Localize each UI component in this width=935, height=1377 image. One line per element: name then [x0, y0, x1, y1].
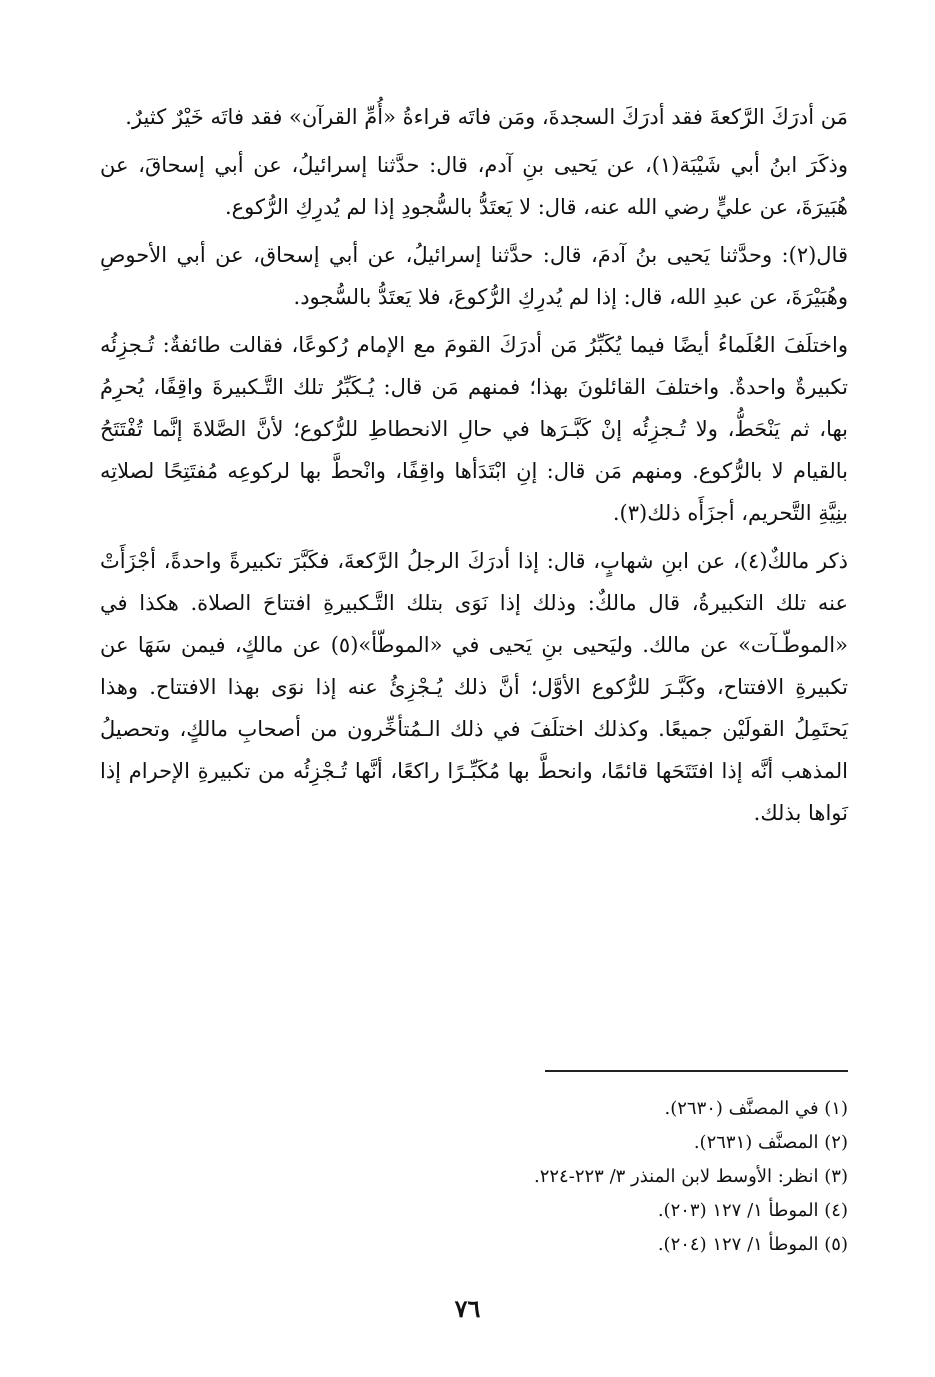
footnote: (٣) انظر: الأوسط لابن المنذر ٣/ ٢٢٣-٢٢٤. [533, 1166, 848, 1187]
paragraph: قال(٢): وحدَّثنا يَحيى بنُ آدمَ، قال: حدَّثنا إسرائيلُ، عن أبي إسحاق، عن أبي الأحوصِ وهُبَيْرَةَ، عن عبدِ الله، قال: إذا لم يُدرِكِ الرُّكوعَ، فلا يَعتَدُّ بالسُّجود. [100, 243, 848, 309]
paragraph: وذكَرَ ابنُ أبي شَيْبَة(١)، عن يَحيى بنِ آدم، قال: حدَّثنا إسرائيلُ، عن أبي إسحاقَ، عن هُبَيرَةَ، عن عليٍّ رضي الله عنه، قال: لا يَعتَدُّ بالسُّجودِ إذا لم يُدرِكِ الرُّكوع. [100, 153, 848, 219]
footnote: (٥) الموطأ ١/ ١٢٧ (٢٠٤). [657, 1234, 848, 1255]
paragraph: مَن أدرَكَ الرَّكعةَ فقد أدرَكَ السجدةَ، ومَن فاتَه قراءةُ «أُمِّ القرآن» فقد فاتَه خَيْرٌ كثيرٌ. [125, 105, 848, 129]
footnote: (٤) الموطأ ١/ ١٢٧ (٢٠٣). [657, 1200, 848, 1221]
footnote: (٢) المصنَّف (٢٦٣١). [693, 1132, 848, 1153]
paragraph: واختلَفَ العُلَماءُ أيضًا فيما يُكَبِّرُ مَن أدرَكَ القومَ مع الإمام رُكوعًا، فقالت طائفةٌ: تُـجزِئُه تكبيرةٌ واحدةٌ. واختلفَ القائلونَ بهذا؛ فمنهم مَن قال: يُـكَبِّرُ تلك التَّـكبيرةَ واقِفًا، يُحرِمُ بها، ثم يَنْحَطُّ، ولا تُـجزِئُه إنْ كَبَّـرَها في حالِ الانحطاطِ للرُّكوع؛ لأنَّ الصَّلاةَ إنَّما تُفْتَتَحُ بالقيام لا بالرُّكوع. ومنهم مَن قال: إنِ ابْتَدَأها واقِفًا، وانْحطَّ بها لركوعِه مُفتَتِحًا لصلاتِه بنِيَّةِ التَّحريم، أجزَأَه ذلك(٣). [100, 333, 848, 525]
main-text [100, 96, 848, 834]
footnote-divider [545, 1070, 848, 1072]
page-number: ٧٦ [454, 1294, 481, 1323]
footnote: (١) في المصنَّف (٢٦٣٠). [664, 1098, 848, 1119]
paragraph: ذكر مالكٌ(٤)، عن ابنِ شهابٍ، قال: إذا أدرَكَ الرجلُ الرَّكعةَ، فكَبَّرَ تكبيرةً واحدةً، أجْزَأَتْ عنه تلك التكبيرةُ، قال مالكٌ: وذلك إذا نَوَى بتلك التَّـكبيرةِ افتتاحَ الصلاة. هكذا في «الموطّـآت» عن مالك. وليَحيى بنِ يَحيى في «الموطّأ»(٥) عن مالكٍ، فيمن سَهَا عن تكبيرةِ الافتتاح، وكَبَّـرَ للرُّكوع الأوَّل؛ أنَّ ذلك يُـجْزِئُ عنه إذا نوَى بهذا الافتتاح. وهذا يَحتَمِلُ القولَيْن جميعًا. وكذلك اختلَفَ في ذلك الـمُتأخِّرون من أصحابِ مالكٍ، وتحصيلُ المذهب أنَّه إذا افتَتَحَها قائمًا، وانحطَّ بها مُكَبِّـرًا راكعًا، أنَّها تُـجْزِئُه من تكبيرةِ الإحرام إذا نَواها بذلك. [100, 549, 848, 825]
footnotes [100, 1092, 848, 1262]
